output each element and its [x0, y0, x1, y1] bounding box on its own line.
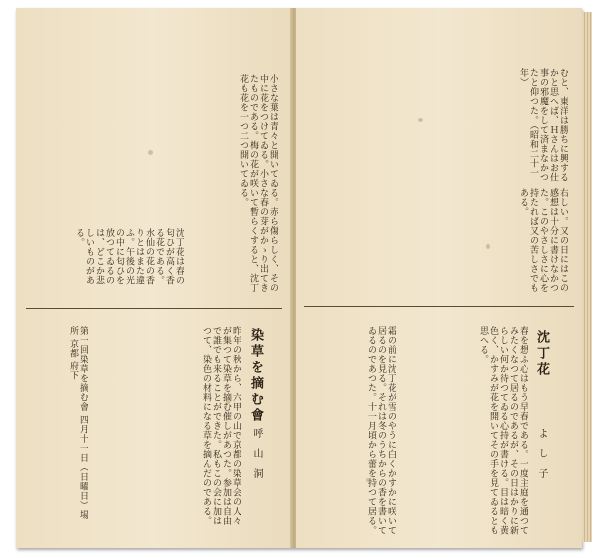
right-page-divider	[304, 306, 574, 307]
page-edges	[582, 12, 592, 542]
left-page-lower-text: 昨年の秋から、六甲の山で京都の染草会の人々が集つて染草を摘む催しがあつた。参加は自由で誰でも来ることができた。私もこの会に加はつて、染色の材料になる草を摘んだのである。	[201, 326, 241, 526]
right-page-top-text: むと、東洋は勝ちに興するかと思へば、Ｈさんはお仕事の邪魔をして済まなかつたと仰つた。（昭和二十一年）	[518, 68, 568, 182]
paper-speck	[366, 478, 370, 482]
paper-speck	[148, 150, 153, 155]
right-page-lower-text-2: 霜の前に沈丁花が雪のやうに白くかすかに咲いて居るのを見る。それは冬のうちからの香を書いてゐるのであつた。十一月頃から蕾を持つて居る。	[366, 326, 396, 535]
left-page-lower-text-2: 第一回染草を摘む會 四月十一日（日曜日）場所 京都 府下	[68, 326, 88, 520]
left-article-heading: 染草を摘む會	[248, 328, 263, 424]
left-page	[16, 8, 292, 548]
left-page-top-text-2: 沈丁花は春の匂ひが高く香る花である。水仙の花の香りとはまた違ふ。午後の光の中に匂ひを放つてゐるのは、どこか悲しいものがある。	[74, 228, 184, 285]
right-page-lower-text: 春を想ふ心はもう早春である。一度主庭を通つてみたくなつて居るのであるが、その日はかりに新らしい何か待つてゐる心持が書ける。目は暗く黄色く、かすみが花を開いてその手を見てゐるとも思へる。	[478, 326, 528, 535]
right-page	[296, 8, 582, 548]
left-article-author: 呼山洞	[251, 428, 262, 488]
paper-speck	[226, 400, 230, 404]
right-article-author: よし子	[536, 428, 547, 488]
paper-speck	[418, 118, 423, 122]
open-book-spread	[16, 8, 582, 548]
left-page-top-text: 小さな葉は青々と開いてゐる。赤ら傷らしく、その中に花をつけてゐる。小さな春の芽がかゝり出てきたものである。梅の花が咲いて暫らくすると、沈丁花も花を一つ二つ開いてゐる。	[238, 74, 278, 293]
paper-speck	[486, 244, 490, 249]
left-page-divider	[26, 308, 282, 309]
right-article-heading: 沈丁花	[534, 330, 549, 378]
right-page-top-text-2: 右しい。又の日にはこの感想は十分に書けなかつた。このやさしさに心を持たれば又の苦しさでもある。	[518, 188, 568, 293]
